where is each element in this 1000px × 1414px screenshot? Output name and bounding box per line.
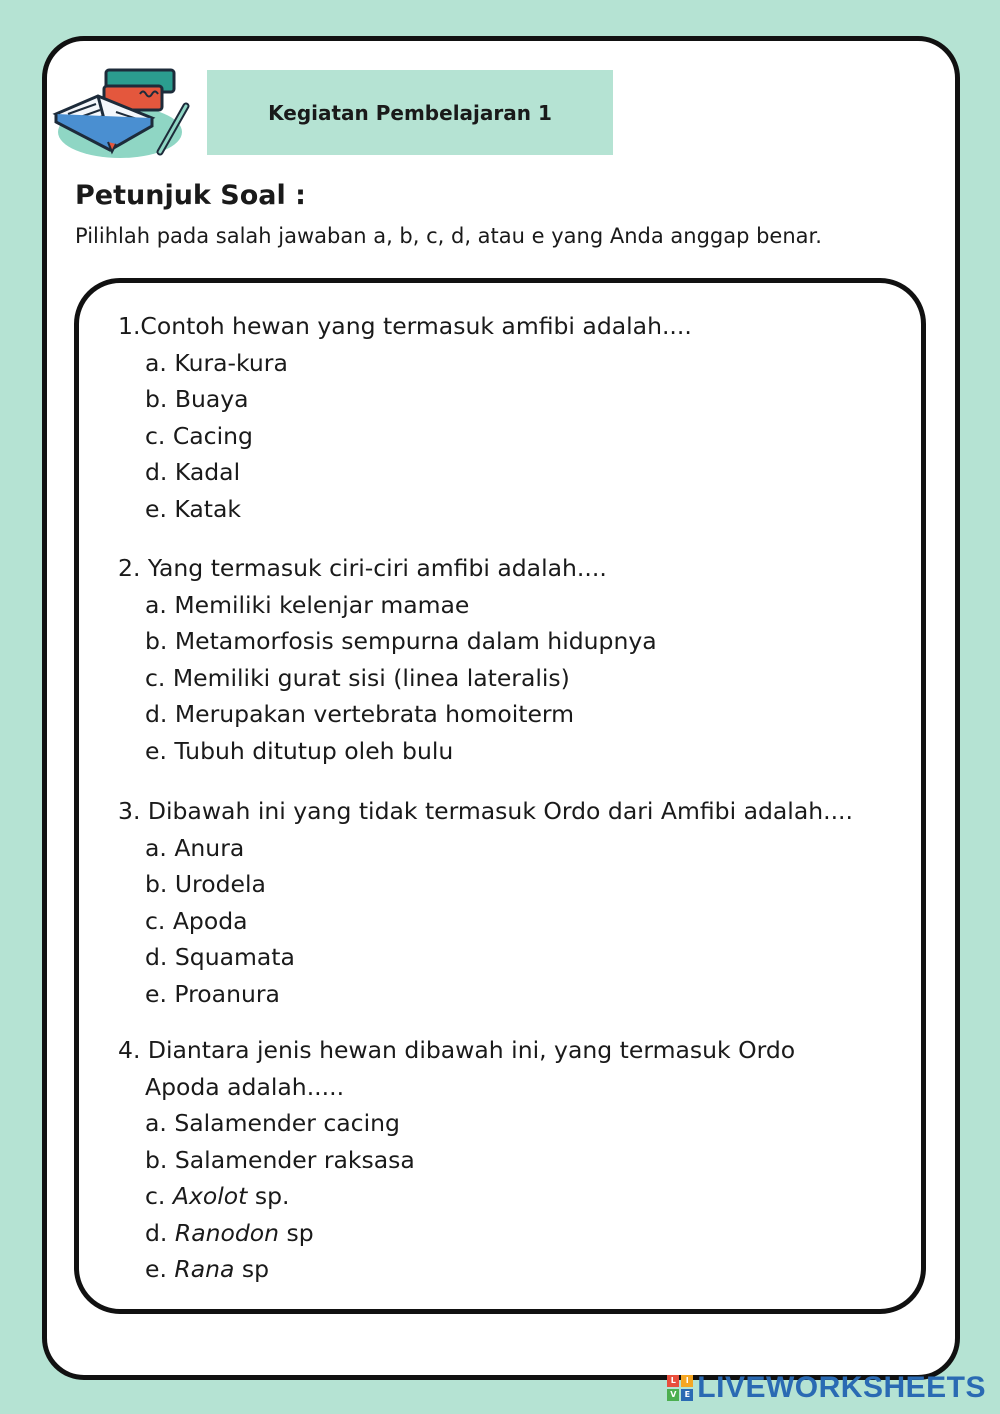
answer-option[interactable]: c. Cacing bbox=[145, 421, 253, 450]
answer-option[interactable]: c. Apoda bbox=[145, 906, 248, 935]
answer-option[interactable] bbox=[118, 1251, 795, 1288]
option-text: d. bbox=[145, 1218, 175, 1247]
liveworksheets-logo[interactable] bbox=[667, 1372, 986, 1404]
answer-option[interactable]: b. Urodela bbox=[145, 870, 266, 898]
book-icon bbox=[48, 62, 198, 162]
answer-option[interactable]: d. Kadal bbox=[145, 458, 241, 486]
answer-option[interactable]: b. Buaya bbox=[145, 385, 249, 413]
brand-name: LIVEWORKSHEETS bbox=[697, 1371, 986, 1404]
option-species-name: Rana bbox=[174, 1255, 235, 1283]
lesson-title bbox=[207, 70, 613, 155]
option-text: e. bbox=[145, 1255, 175, 1283]
option-species-name: Axolot bbox=[172, 1182, 248, 1210]
option-text: a. Salamender cacing bbox=[145, 1109, 400, 1137]
icon-letter: E bbox=[681, 1389, 693, 1401]
icon-letter: V bbox=[667, 1389, 679, 1401]
answer-option[interactable]: e. Tubuh ditutup oleh bulu bbox=[145, 736, 454, 765]
question-3 bbox=[118, 793, 853, 1012]
liveworksheets-icon bbox=[667, 1375, 693, 1401]
option-text-suffix: sp bbox=[234, 1255, 270, 1283]
question-stem: 4. Diantara jenis hewan dibawah ini, yang termasuk Ordo bbox=[118, 1036, 796, 1064]
question-4 bbox=[118, 1032, 795, 1288]
icon-letter: I bbox=[681, 1375, 693, 1387]
option-text: c. bbox=[145, 1182, 173, 1210]
answer-option[interactable]: a. Anura bbox=[145, 833, 245, 862]
answer-option[interactable] bbox=[118, 1142, 795, 1179]
answer-option[interactable]: a. Memiliki kelenjar mamae bbox=[145, 590, 470, 619]
question-2 bbox=[118, 550, 657, 769]
question-stem: 2. Yang termasuk ciri-ciri amfibi adalah.... bbox=[118, 554, 607, 582]
answer-option[interactable] bbox=[118, 1178, 795, 1215]
option-text: b. Salamender raksasa bbox=[145, 1145, 415, 1174]
answer-option[interactable]: e. Proanura bbox=[145, 979, 280, 1008]
question-stem: 1.Contoh hewan yang termasuk amfibi adalah.... bbox=[118, 312, 692, 340]
answer-option[interactable]: b. Metamorfosis sempurna dalam hidupnya bbox=[145, 627, 657, 655]
option-species-name: Ranodon bbox=[174, 1218, 280, 1247]
question-stem-continued: Apoda adalah..... bbox=[145, 1072, 345, 1101]
answer-option[interactable]: a. Kura-kura bbox=[145, 348, 288, 377]
answer-option[interactable] bbox=[118, 1215, 795, 1252]
lesson-title-text: Kegiatan Pembelajaran 1 bbox=[268, 100, 552, 125]
question-stem: 3. Dibawah ini yang tidak termasuk Ordo dari Amfibi adalah.... bbox=[118, 797, 853, 825]
answer-option[interactable]: d. Merupakan vertebrata homoiterm bbox=[145, 700, 575, 728]
answer-option[interactable]: c. Memiliki gurat sisi (linea lateralis) bbox=[145, 663, 570, 692]
icon-letter: L bbox=[667, 1375, 679, 1387]
answer-option[interactable]: d. Squamata bbox=[145, 943, 295, 971]
question-1 bbox=[118, 308, 692, 527]
instructions-text: Pilihlah pada salah jawaban a, b, c, d, atau e yang Anda anggap benar. bbox=[75, 224, 822, 248]
instructions-title: Petunjuk Soal : bbox=[75, 180, 306, 211]
answer-option[interactable]: e. Katak bbox=[145, 494, 242, 523]
option-text-suffix: sp. bbox=[247, 1182, 290, 1210]
option-text-suffix: sp bbox=[279, 1218, 314, 1247]
answer-option[interactable] bbox=[118, 1105, 795, 1142]
